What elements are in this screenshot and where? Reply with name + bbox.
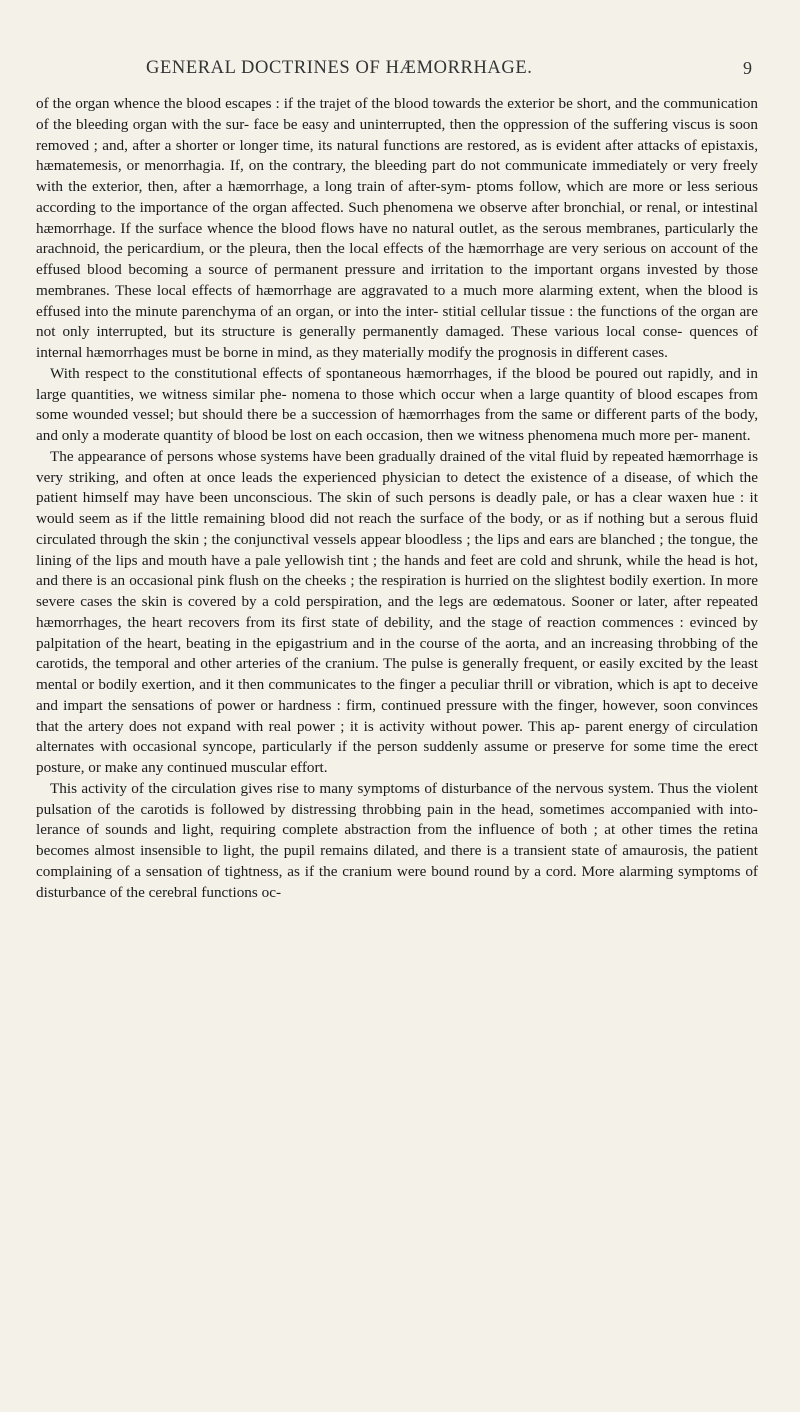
paragraph-2: With respect to the constitutional effects of spontaneous hæmorrhages, if the blood be poured out rapidly, and in large quantities, we witness similar phe- nomena to those which occur when a large quantity of blood escapes from some wounded vessel; but should there be a succession of hæmorrhages from the same or different parts of the body, and only a moderate quantity of blood be lost on each occasion, then we witness phenomena much more per- manent.	[36, 364, 758, 444]
paragraph-3: The appearance of persons whose systems have been gradually drained of the vital fluid by repeated hæmorrhage is very striking, and often at once leads the experienced physician to detect the existence of a disease, of which the patient himself may have been unconscious. The skin of such persons is deadly pale, or has a clear waxen hue : it would seem as if the little remaining blood did not reach the surface of the body, or as if nothing but a serous fluid circulated through the skin ; the conjunctival vessels appear bloodless ; the lips and ears are blanched ; the tongue, the lining of the lips and mouth have a pale yellowish tint ; the hands and feet are cold and shrunk, while the head is hot, and there is an occasional pink flush on the cheeks ; the respiration is hurried on the slightest bodily exertion. In more severe cases the skin is covered by a cold perspiration, and the legs are œdematous. Sooner or later, after repeated hæmorrhages, the heart recovers from its first state of debility, and the stage of reaction commences : evinced by palpitation of the heart, beating in the epigastrium and in the course of the aorta, and an increasing throbbing of the carotids, the temporal and other arteries of the cranium. The pulse is generally frequent, or easily excited by the least mental or bodily exertion, and it then communicates to the finger a peculiar thrill or vibration, which is apt to deceive and impart the sensations of power or hardness : firm, continued pressure with the finger, however, soon convinces that the artery does not expand with real power ; it is activity without power. This ap- parent energy of circulation alternates with occasional syncope, particularly if the person suddenly assume or preserve for some time the erect posture, or make any continued muscular effort.	[36, 447, 758, 776]
page-number: 9	[743, 58, 752, 78]
page-title: GENERAL DOCTRINES OF HÆMORRHAGE.	[146, 58, 533, 78]
paragraph-4: This activity of the circulation gives rise to many symptoms of disturbance of the nervous system. Thus the violent pulsation of the carotids is followed by distressing throbbing pain in the head, sometimes accompanied with into- lerance of sounds and light, requiring complete abstraction from the influence of both ; at other times the retina becomes almost insensible to light, the pupil remains dilated, and there is a transient state of amaurosis, the patient complaining of a sensation of tightness, as if the cranium were bound round by a cord. More alarming symptoms of disturbance of the cerebral functions oc-	[36, 779, 758, 901]
running-header	[36, 58, 758, 84]
body-text	[36, 94, 758, 903]
paragraph-1: of the organ whence the blood escapes : if the trajet of the blood towards the exterior be short, and the communication of the bleeding organ with the sur- face be easy and uninterrupted, then the oppression of the suffering viscus is soon removed ; and, after a shorter or longer time, its natural functions are restored, as is evident after attacks of epistaxis, hæmatemesis, or menorrhagia. If, on the contrary, the bleeding part do not communicate immediately or very freely with the exterior, then, after a hæmorrhage, a long train of after-sym- ptoms follow, which are more or less serious according to the importance of the organ affected. Such phenomena we observe after bronchial, or renal, or intestinal hæmorrhage. If the surface whence the blood flows have no natural outlet, as the serous membranes, particularly the arachnoid, the pericardium, or the pleura, then the local effects of the hæmorrhage are very serious on account of the effused blood becoming a source of permanent pressure and irritation to the important organs invested by those membranes. These local effects of hæmorrhage are aggravated to a much more alarming extent, when the blood is effused into the minute parenchyma of an organ, or into the inter- stitial cellular tissue : the functions of the organ are not only interrupted, but its structure is generally permanently damaged. These various local conse- quences of internal hæmorrhages must be borne in mind, as they materially modify the prognosis in different cases.	[36, 95, 758, 361]
